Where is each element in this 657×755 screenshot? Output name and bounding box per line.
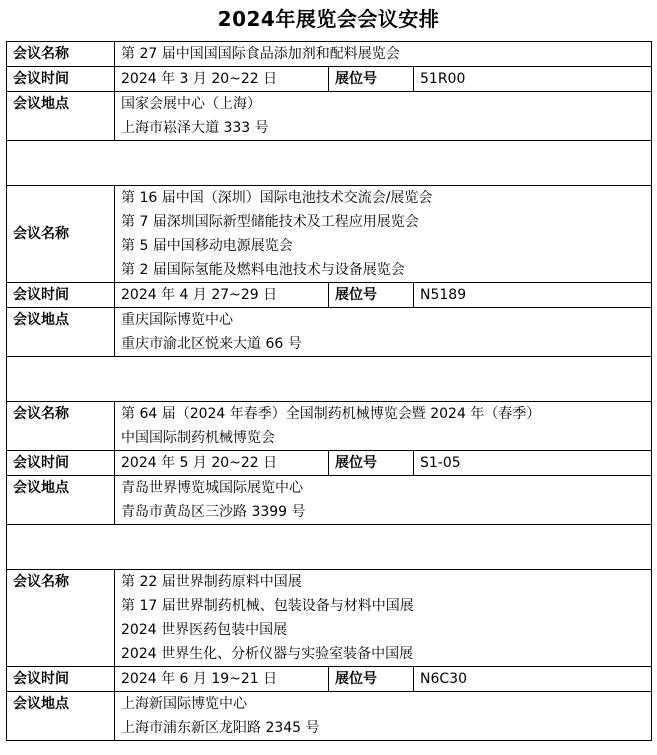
meeting-name-line: 第 17 届世界制药机械、包装设备与材料中国展	[121, 598, 414, 614]
meeting-name-label: 会议名称	[7, 570, 115, 667]
venue-address: 青岛市黄岛区三沙路 3399 号	[121, 504, 306, 520]
meeting-name-line: 第 27 届中国国国际食品添加剂和配料展览会	[121, 46, 400, 62]
booth-label: 展位号	[329, 667, 414, 692]
venue-address: 重庆市渝北区悦来大道 66 号	[121, 336, 302, 352]
meeting-2-time-row	[7, 283, 652, 308]
meeting-name-label: 会议名称	[7, 186, 115, 283]
booth-value: N6C30	[414, 667, 652, 692]
meeting-name-line: 第 5 届中国移动电源展览会	[121, 238, 293, 254]
meeting-location-value	[115, 308, 652, 357]
meeting-time-value: 2024 年 5 月 20~22 日	[115, 451, 329, 476]
meeting-name-value	[115, 186, 652, 283]
meeting-name-label: 会议名称	[7, 402, 115, 451]
meeting-name-line: 第 2 届国际氢能及燃料电池技术与设备展览会	[121, 262, 405, 278]
spacer-cell	[7, 357, 652, 402]
booth-label: 展位号	[329, 67, 414, 92]
meeting-location-value	[115, 476, 652, 525]
spacer-cell	[7, 525, 652, 570]
booth-label: 展位号	[329, 283, 414, 308]
meeting-location-label: 会议地点	[7, 308, 115, 357]
meeting-location-value	[115, 692, 652, 741]
page-title: 2024年展览会会议安排	[217, 7, 440, 31]
meeting-3-name-row	[7, 402, 652, 451]
booth-value: N5189	[414, 283, 652, 308]
meeting-time-value: 2024 年 4 月 27~29 日	[115, 283, 329, 308]
spacer-cell	[7, 141, 652, 186]
meeting-1-time-row	[7, 67, 652, 92]
meeting-name-line: 2024 世界生化、分析仪器与实验室装备中国展	[121, 646, 414, 662]
spacer-row	[7, 525, 652, 570]
meeting-time-value: 2024 年 6 月 19~21 日	[115, 667, 329, 692]
meeting-time-label: 会议时间	[7, 283, 115, 308]
meeting-name-line: 第 22 届世界制药原料中国展	[121, 574, 302, 590]
meeting-location-label: 会议地点	[7, 92, 115, 141]
schedule-table	[6, 41, 652, 741]
venue-name: 青岛世界博览城国际展览中心	[121, 480, 303, 496]
venue-address: 上海市浦东新区龙阳路 2345 号	[121, 720, 320, 736]
meeting-name-value	[115, 42, 652, 67]
meeting-3-time-row	[7, 451, 652, 476]
venue-address: 上海市崧泽大道 333 号	[121, 120, 269, 136]
booth-label: 展位号	[329, 451, 414, 476]
booth-value: S1-05	[414, 451, 652, 476]
meeting-name-label: 会议名称	[7, 42, 115, 67]
meeting-time-value: 2024 年 3 月 20~22 日	[115, 67, 329, 92]
meeting-3-location-row	[7, 476, 652, 525]
meeting-name-line: 第 64 届（2024 年春季）全国制药机械博览会暨 2024 年（春季）	[121, 406, 541, 422]
meeting-2-name-row	[7, 186, 652, 283]
meeting-time-label: 会议时间	[7, 667, 115, 692]
meeting-4-location-row	[7, 692, 652, 741]
venue-name: 上海新国际博览中心	[121, 696, 247, 712]
meeting-name-value	[115, 570, 652, 667]
meeting-1-name-row	[7, 42, 652, 67]
meeting-name-line: 2024 世界医药包装中国展	[121, 622, 288, 638]
booth-value: 51R00	[414, 67, 652, 92]
meeting-4-name-row	[7, 570, 652, 667]
meeting-location-label: 会议地点	[7, 692, 115, 741]
meeting-time-label: 会议时间	[7, 451, 115, 476]
meeting-2-location-row	[7, 308, 652, 357]
venue-name: 国家会展中心（上海）	[121, 96, 261, 112]
meeting-name-line: 第 16 届中国（深圳）国际电池技术交流会/展览会	[121, 190, 433, 206]
spacer-row	[7, 141, 652, 186]
meeting-location-label: 会议地点	[7, 476, 115, 525]
meeting-name-value	[115, 402, 652, 451]
meeting-4-time-row	[7, 667, 652, 692]
venue-name: 重庆国际博览中心	[121, 312, 233, 328]
meeting-time-label: 会议时间	[7, 67, 115, 92]
meeting-1-location-row	[7, 92, 652, 141]
spacer-row	[7, 357, 652, 402]
meeting-name-line: 中国国际制药机械博览会	[121, 430, 275, 446]
meeting-location-value	[115, 92, 652, 141]
meeting-name-line: 第 7 届深圳国际新型储能技术及工程应用展览会	[121, 214, 419, 230]
